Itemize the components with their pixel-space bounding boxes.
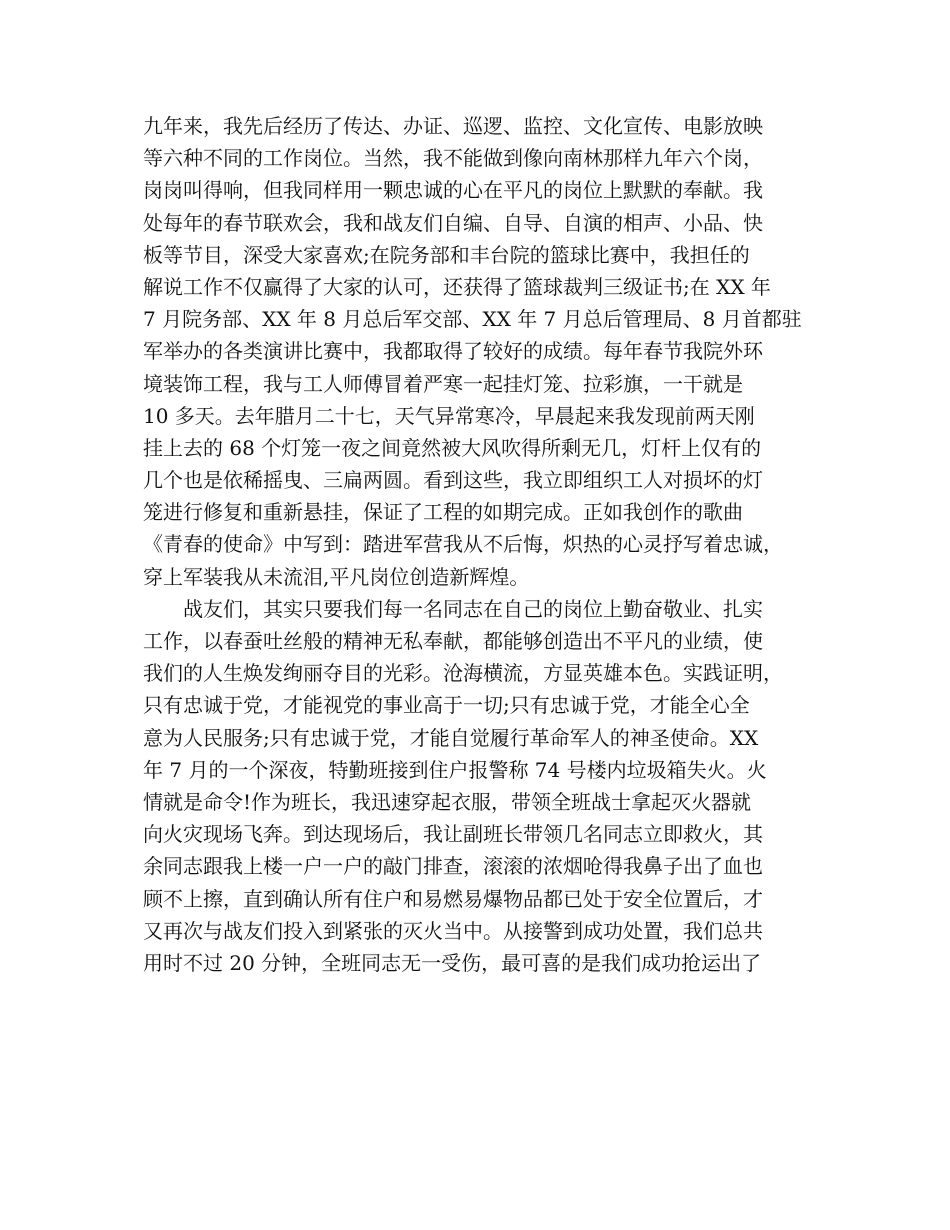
text-line: 7 月院务部、XX 年 8 月总后军交部、XX 年 7 月总后管理局、8 月首都驻: [143, 307, 802, 332]
text-line: 挂上去的 68 个灯笼一夜之间竟然被大风吹得所剩无几，灯杆上仅有的: [143, 435, 762, 460]
text-line: 情就是命令!作为班长，我迅速穿起衣服，带领全班战士拿起灭火器就: [143, 789, 752, 814]
text-line: 板等节目，深受大家喜欢;在院务部和丰台院的篮球比赛中，我担任的: [143, 242, 750, 267]
text-line: 用时不过 20 分钟，全班同志无一受伤，最可喜的是我们成功抢运出了: [143, 950, 762, 975]
text-line: 几个也是依稀摇曳、三扁两圆。看到这些，我立即组织工人对损坏的灯: [143, 468, 763, 493]
text-line: 只有忠诚于党，才能视党的事业高于一切;只有忠诚于党，才能全心全: [143, 693, 750, 718]
text-line: 年 7 月的一个深夜，特勤班接到住户报警称 74 号楼内垃圾箱失火。火: [143, 757, 767, 782]
text-line: 向火灾现场飞奔。到达现场后，我让副班长带领几名同志立即救火，其: [143, 822, 763, 847]
text-line: 工作，以春蚕吐丝般的精神无私奉献，都能够创造出不平凡的业绩，使: [143, 629, 763, 653]
text-line: 解说工作不仅赢得了大家的认可，还获得了篮球裁判三级证书;在 XX 年: [143, 274, 771, 299]
text-line: 九年来，我先后经历了传达、办证、巡逻、监控、文化宣传、电影放映: [143, 114, 763, 138]
paragraph-start-line: 战友们，其实只要我们每一名同志在自己的岗位上勤奋敬业、扎实: [183, 596, 763, 621]
text-line: 顾不上擦，直到确认所有住户和易燃易爆物品都已处于安全位置后，才: [143, 886, 763, 911]
text-line: 岗岗叫得响，但我同样用一颗忠诚的心在平凡的岗位上默默的奉献。我: [143, 178, 763, 203]
text-line: 10 多天。去年腊月二十七，天气异常寒冷，早晨起来我发现前两天刚: [143, 403, 755, 428]
text-line: 我们的人生焕发绚丽夺目的光彩。沧海横流，方显英雄本色。实践证明，: [143, 661, 783, 686]
text-line: 穿上军装我从未流泪,平凡岗位创造新辉煌。: [143, 564, 530, 589]
text-line: 余同志跟我上楼一户一户的敲门排查，滚滚的浓烟呛得我鼻子出了血也: [143, 854, 763, 879]
text-line: 意为人民服务;只有忠诚于党，才能自觉履行革命军人的神圣使命。XX: [143, 725, 759, 750]
text-line: 《青春的使命》中写到：踏进军营我从不后悔，炽热的心灵抒写着忠诚，: [143, 532, 783, 557]
text-line: 又再次与战友们投入到紧张的灭火当中。从接警到成功处置，我们总共: [143, 918, 763, 943]
text-line: 军举办的各类演讲比赛中，我都取得了较好的成绩。每年春节我院外环: [143, 339, 763, 364]
text-line: 笼进行修复和重新悬挂，保证了工程的如期完成。正如我创作的歌曲: [143, 500, 743, 525]
text-line: 处每年的春节联欢会，我和战友们自编、自导、自演的相声、小品、快: [143, 210, 763, 235]
text-line: 境装饰工程，我与工人师傅冒着严寒一起挂灯笼、拉彩旗，一干就是: [143, 371, 743, 396]
body-text: [143, 110, 843, 979]
text-line: 等六种不同的工作岗位。当然，我不能做到像向南林那样九年六个岗，: [143, 146, 763, 171]
